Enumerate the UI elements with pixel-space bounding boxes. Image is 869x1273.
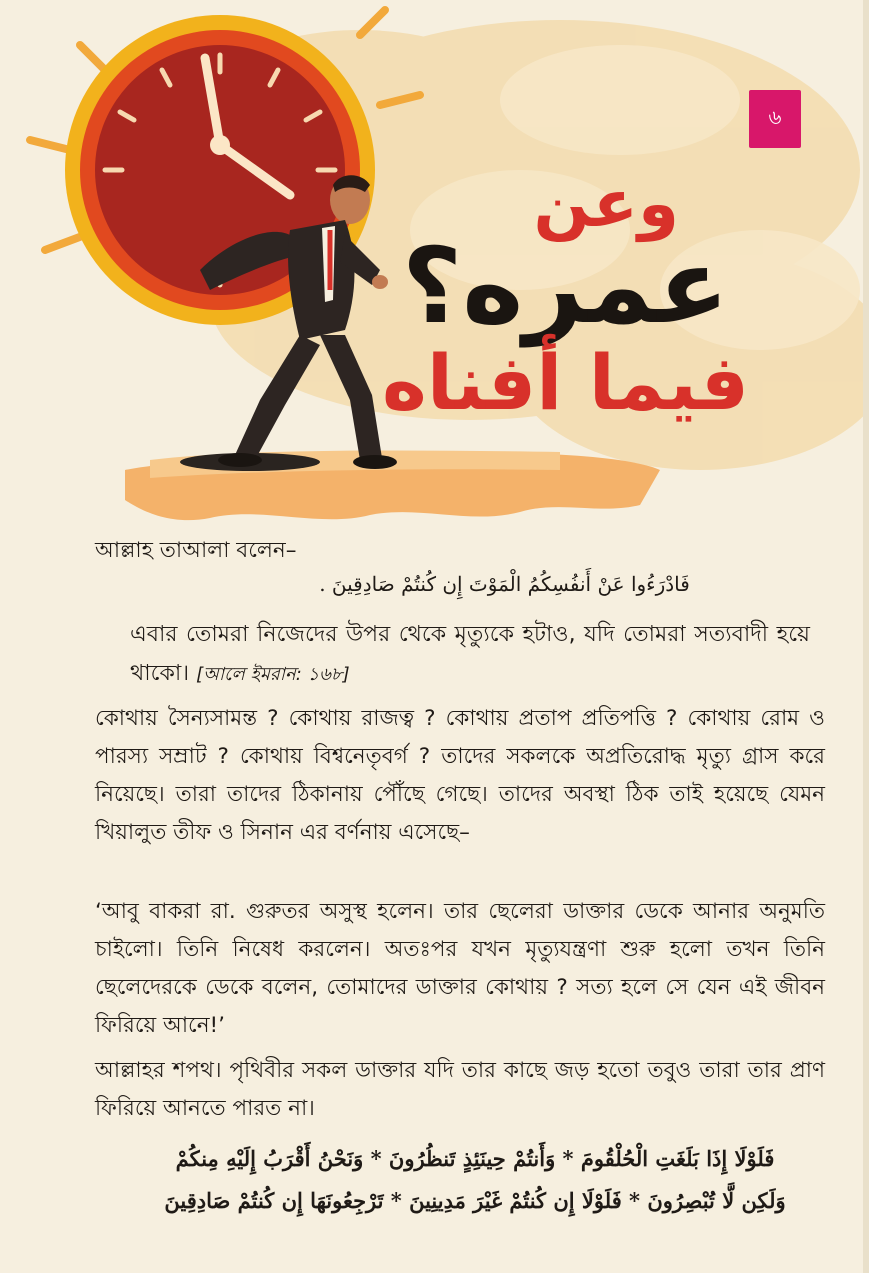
quran-verse-quote: فَادْرَءُوا عَنْ أَنفُسِكُمُ الْمَوْتَ إِن كُنتُمْ صَادِقِينَ . (319, 572, 690, 596)
verse-line-1: فَلَوْلَا إِذَا بَلَغَتِ الْحُلْقُومَ * وَأَنتُمْ حِينَئِذٍ تَنظُرُونَ * وَنَحْنُ أَقْرَبُ إِلَيْهِ مِنكُمْ (175, 1146, 775, 1171)
verse-line-2: وَلَكِن لَّا تُبْصِرُونَ * فَلَوْلَا إِن كُنتُمْ غَيْرَ مَدِينِينَ * تَرْجِعُونَهَا إِن كُنتُمْ صَادِقِينَ (164, 1188, 786, 1213)
header-illustration (0, 0, 869, 530)
verse-translation (130, 615, 810, 694)
title-line-1: وعن (533, 165, 679, 242)
paragraph-3: আল্লাহর শপথ। পৃথিবীর সকল ডাক্তার যদি তার কাছে জড় হতো তবুও তারা তার প্রাণ ফিরিয়ে আনতে পারত না। (95, 1058, 825, 1121)
paragraph-1: কোথায় সৈন্যসামন্ত ? কোথায় রাজত্ব ? কোথায় প্রতাপ প্রতিপত্তি ? কোথায় রোম ও পারস্য সম্রাট ? কোথায় বিশ্বনেতৃবর্গ ? তাদের সকলকে অপ্রতিরোদ্ধ মৃত্যু গ্রাস করে নিয়েছে। তারা তাদের ঠিকানায় পৌঁছে গেছে। তাদের অবস্থা ঠিক তাই হয়েছে যেমন খিয়ালুত তীফ ও সিনান এর বর্ণনায় এসেছে– (95, 706, 825, 845)
title-line-2: عمره؟ (401, 225, 729, 347)
title-line-3: فيما أفناه (382, 338, 749, 427)
page-edge (863, 0, 869, 1273)
translation-text: এবার তোমরা নিজেদের উপর থেকে মৃত্যুকে হটাও, যদি তোমরা সত্যবাদী হয়ে থাকো। (130, 622, 810, 686)
quran-verse-final (115, 1138, 835, 1222)
intro-label: আল্লাহ তাআলা বলেন– (95, 538, 297, 563)
page-number-badge: ৬ (749, 90, 801, 148)
paragraph-2: ‘আবু বাকরা রা. গুরুতর অসুস্থ হলেন। তার ছেলেরা ডাক্তার ডেকে আনার অনুমতি চাইলো। তিনি নিষেধ করলেন। অতঃপর যখন মৃত্যুযন্ত্রণা শুরু হলো তখন তিনি ছেলেদেরকে ডেকে বলেন, তোমাদের ডাক্তার কোথায় ? সত্য হলে সে যেন এই জীবন ফিরিয়ে আনে!’ (95, 899, 825, 1038)
verse-reference: [আলে ইমরান: ১৬৮] (196, 664, 350, 685)
